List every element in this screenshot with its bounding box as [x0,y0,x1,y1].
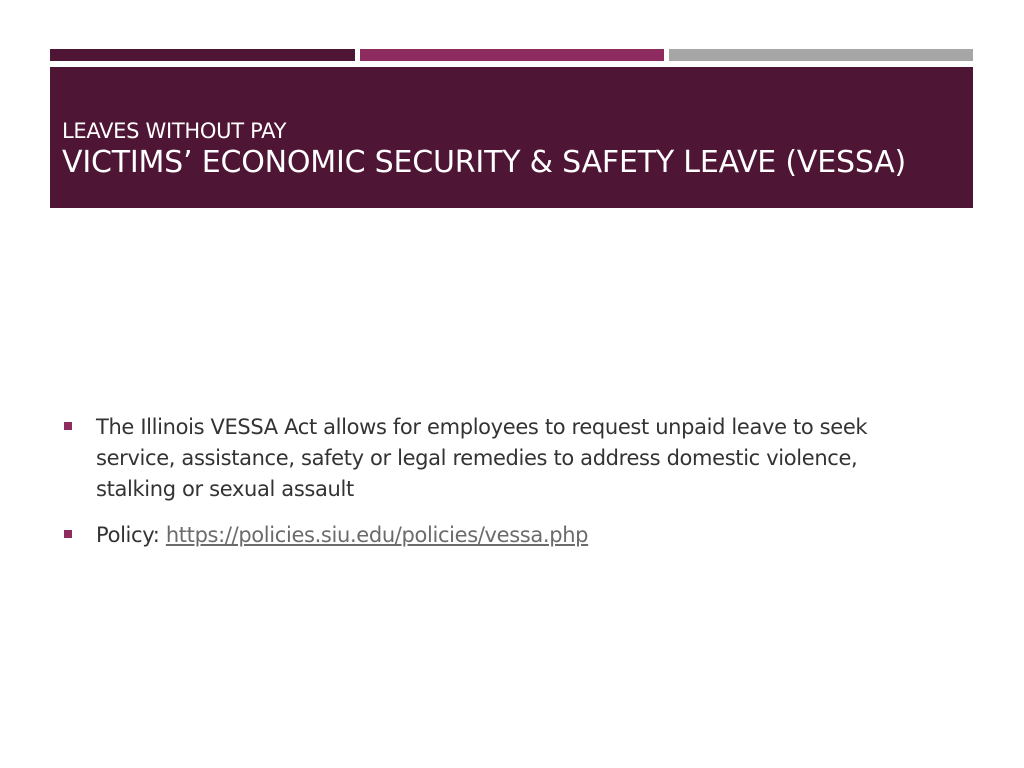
square-bullet-icon [64,422,72,430]
accent-bar-primary [50,49,355,61]
accent-bar-gray [669,49,973,61]
title-banner [50,67,973,208]
policy-link[interactable]: https://policies.siu.edu/policies/vessa.php [165,523,589,547]
slide-title: VICTIMS’ ECONOMIC SECURITY & SAFETY LEAVE (VESSA) [62,145,907,180]
bullet-text: The Illinois VESSA Act allows for employees to request unpaid leave to seek service, assistance, safety or legal remedies to address domestic violence, stalking or sexual assault [96,415,868,501]
policy-label: Policy: [96,523,166,547]
square-bullet-icon [64,530,72,538]
bullet-list [62,412,942,566]
accent-bar-secondary [360,49,664,61]
bullet-item-policy [62,520,942,551]
bullet-item-vessa-act [62,412,942,505]
slide-subtitle: LEAVES WITHOUT PAY [62,119,287,143]
